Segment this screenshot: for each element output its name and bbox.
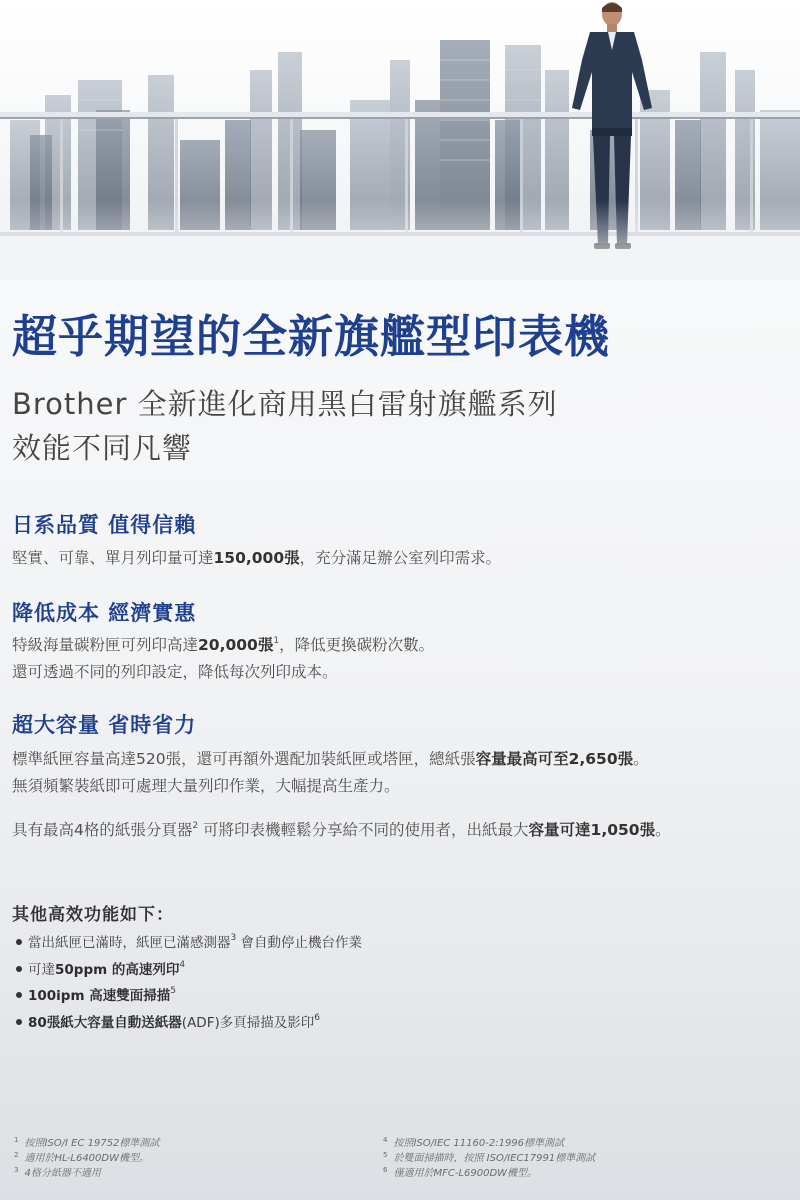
subtitle bbox=[12, 382, 558, 470]
city-skyline-illustration bbox=[0, 0, 800, 280]
feature-title-quality: 日系品質 值得信賴 bbox=[12, 513, 197, 537]
list-item: 100ipm 高速雙面掃描$^5$ bbox=[14, 983, 362, 1010]
footnote: $^4$ 按照ISO/IEC 11160-2:1996標準測試 bbox=[383, 1136, 565, 1149]
more-features-title: 其他高效功能如下： bbox=[12, 905, 174, 925]
hero-image bbox=[0, 0, 800, 280]
bullet-icon bbox=[16, 992, 22, 998]
footnotes-right bbox=[383, 1136, 595, 1181]
feature-title-cost: 降低成本 經濟實惠 bbox=[12, 601, 197, 625]
footnote: $^3$ 4格分紙器不適用 bbox=[14, 1166, 101, 1179]
feature-text-quality bbox=[12, 545, 501, 572]
feature-line: 特級海量碳粉匣可列印高達20,000張$^1$，降低更換碳粉次數。 bbox=[12, 636, 435, 654]
footnote: $^1$ 按照ISO/I EC 19752標準測試 bbox=[14, 1136, 160, 1149]
bullet-icon bbox=[16, 1019, 22, 1025]
list-item: 當出紙匣已滿時，紙匣已滿感測器$^3$ 會自動停止機台作業 bbox=[14, 930, 362, 957]
feature-line: 無須頻繁裝紙即可處理大量列印作業，大幅提高生產力。 bbox=[12, 777, 400, 795]
subtitle-line-2: 效能不同凡響 bbox=[12, 431, 193, 465]
feature-line: 具有最高4格的紙張分頁器$^2$ 可將印表機輕鬆分享給不同的使用者，出紙最大容量可達1,050張。 bbox=[12, 821, 671, 839]
footnote: $^6$ 僅適用於MFC-L6900DW機型。 bbox=[383, 1166, 538, 1179]
footnotes-left bbox=[14, 1136, 159, 1181]
bullet-icon bbox=[16, 939, 22, 945]
footnote: $^5$ 於雙面掃描時，按照 ISO/IEC17991標準測試 bbox=[383, 1151, 596, 1164]
feature-line: 標準紙匣容量高達520張，還可再額外選配加裝紙匣或塔匣，總紙張容量最高可至2,650張。 bbox=[12, 750, 649, 768]
list-item: 80張紙大容量自動送紙器(ADF)多頁掃描及影印$^6$ bbox=[14, 1010, 362, 1037]
page-title: 超乎期望的全新旗艦型印表機 bbox=[12, 310, 611, 363]
feature-text-capacity bbox=[12, 746, 671, 844]
feature-title-capacity: 超大容量 省時省力 bbox=[12, 713, 197, 737]
footnote: $^2$ 適用於HL-L6400DW機型。 bbox=[14, 1151, 149, 1164]
list-item: 可達50ppm 的高速列印$^4$ bbox=[14, 957, 362, 984]
feature-line: 堅實、可靠、單月列印量可達150,000張，充分滿足辦公室列印需求。 bbox=[12, 549, 502, 567]
subtitle-line-1: Brother 全新進化商用黑白雷射旗艦系列 bbox=[12, 387, 558, 421]
more-features-list bbox=[14, 930, 362, 1036]
feature-text-cost bbox=[12, 632, 434, 686]
feature-line: 還可透過不同的列印設定，降低每次列印成本。 bbox=[12, 663, 338, 681]
bullet-icon bbox=[16, 966, 22, 972]
